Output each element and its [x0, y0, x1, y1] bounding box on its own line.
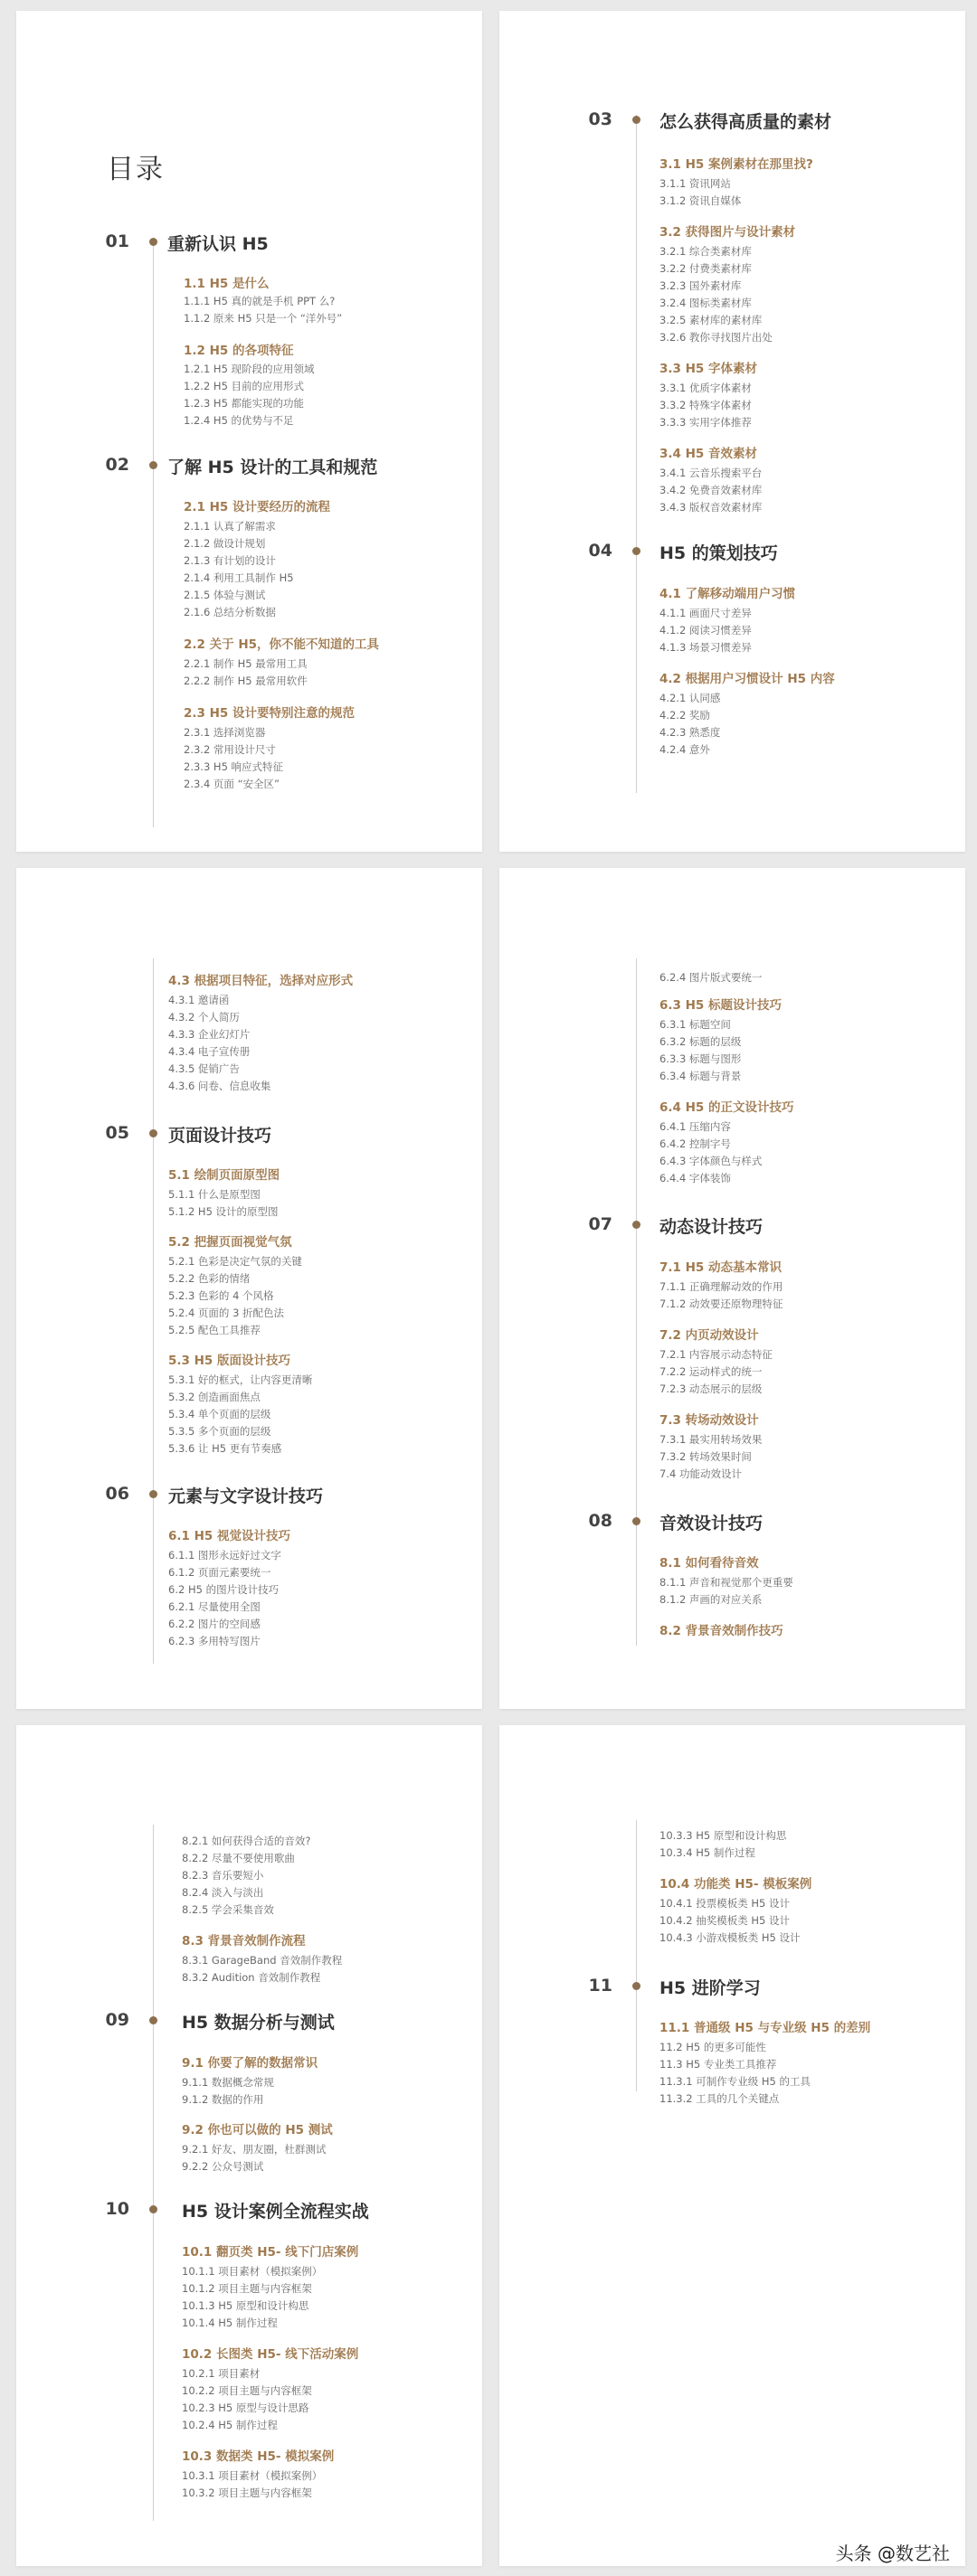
- section-heading: 10.2 长图类 H5- 线下活动案例: [182, 2347, 359, 2362]
- list-item: 6.3.2 标题的层级: [659, 1035, 742, 1048]
- list-item: 7.2.3 动态展示的层级: [659, 1382, 763, 1395]
- chapter-number: 03: [588, 109, 612, 129]
- list-item: 7.1.1 正确理解动效的作用: [659, 1280, 783, 1293]
- timeline-dot-icon: [632, 1982, 640, 1990]
- list-item: 6.3.1 标题空间: [659, 1018, 731, 1031]
- timeline-dot-icon: [632, 1517, 640, 1525]
- section-heading: 3.1 H5 案例素材在那里找?: [659, 157, 813, 172]
- list-item: 5.1.1 什么是原型图: [168, 1188, 261, 1201]
- list-item: 11.3 H5 专业类工具推荐: [659, 2058, 777, 2071]
- list-item: 10.2.4 H5 制作过程: [182, 2419, 278, 2431]
- list-item: 6.2 H5 的图片设计技巧: [168, 1583, 280, 1596]
- list-item: 1.2.4 H5 的优势与不足: [184, 414, 294, 427]
- timeline-line: [636, 1820, 637, 2091]
- timeline-dot-icon: [632, 1221, 640, 1229]
- timeline-dot-icon: [149, 461, 157, 469]
- list-item: 9.2.1 好友、朋友圈，杜群测试: [182, 2143, 327, 2156]
- section-heading: 8.2 背景音效制作技巧: [659, 1624, 783, 1638]
- timeline-line: [636, 115, 637, 793]
- list-item: 3.3.2 特殊字体素材: [659, 399, 752, 411]
- list-item: 10.3.2 项目主题与内容框架: [182, 2486, 312, 2499]
- list-item: 1.2.3 H5 都能实现的功能: [184, 397, 305, 410]
- list-item: 6.1.1 图形永远好过文字: [168, 1549, 281, 1562]
- list-item: 8.1.2 声画的对应关系: [659, 1593, 763, 1606]
- list-item: 3.3.1 优质字体素材: [659, 382, 752, 394]
- list-item: 2.1.5 体验与测试: [184, 589, 266, 601]
- list-item: 4.3.2 个人简历: [168, 1011, 240, 1024]
- list-item: 9.1.2 数据的作用: [182, 2093, 264, 2106]
- list-item: 10.3.4 H5 制作过程: [659, 1846, 755, 1859]
- toc-page-3: [16, 868, 482, 1709]
- list-item: 9.2.2 公众号测试: [182, 2160, 264, 2173]
- chapter-title: 重新认识 H5: [167, 234, 269, 254]
- section-heading: 4.2 根据用户习惯设计 H5 内容: [659, 672, 835, 686]
- toc-page-4: [499, 868, 965, 1709]
- chapter-number: 09: [105, 2010, 129, 2030]
- list-item: 5.3.2 创造画面焦点: [168, 1391, 261, 1403]
- list-item: 6.3.3 标题与图形: [659, 1052, 742, 1065]
- list-item: 5.3.5 多个页面的层级: [168, 1425, 271, 1438]
- list-item: 4.2.1 认同感: [659, 692, 721, 704]
- toc-page-2: [499, 11, 965, 852]
- timeline-line: [153, 244, 154, 827]
- list-item: 11.2 H5 的更多可能性: [659, 2041, 766, 2053]
- section-heading: 5.2 把握页面视觉气氛: [168, 1235, 292, 1250]
- chapter-title: H5 数据分析与测试: [182, 2013, 335, 2033]
- list-item: 11.3.1 可制作专业级 H5 的工具: [659, 2075, 811, 2088]
- list-item: 7.3.1 最实用转场效果: [659, 1433, 763, 1446]
- list-item: 7.3.2 转场效果时间: [659, 1450, 752, 1463]
- list-item: 6.2.4 图片版式要统一: [659, 971, 763, 984]
- timeline-line: [153, 958, 154, 1664]
- list-item: 2.1.1 认真了解需求: [184, 520, 276, 533]
- toc-page-5: [16, 1725, 482, 2566]
- chapter-title: 元素与文字设计技巧: [168, 1486, 324, 1506]
- list-item: 8.2.4 淡入与淡出: [182, 1886, 264, 1899]
- chapter-number: 08: [588, 1511, 612, 1531]
- list-item: 2.3.4 页面 “安全区”: [184, 778, 280, 790]
- timeline-line: [153, 1825, 154, 2521]
- section-heading: 11.1 普通级 H5 与专业级 H5 的差别: [659, 2021, 871, 2035]
- list-item: 3.2.2 付费类素材库: [659, 262, 752, 275]
- list-item: 5.2.1 色彩是决定气氛的关键: [168, 1255, 302, 1268]
- section-heading: 10.4 功能类 H5- 模板案例: [659, 1877, 812, 1892]
- timeline-dot-icon: [632, 116, 640, 124]
- list-item: 5.2.3 色彩的 4 个风格: [168, 1289, 274, 1302]
- section-heading: 6.1 H5 视觉设计技巧: [168, 1529, 291, 1543]
- section-heading: 10.1 翻页类 H5- 线下门店案例: [182, 2245, 359, 2260]
- section-heading: 7.1 H5 动态基本常识: [659, 1260, 783, 1275]
- section-heading: 5.1 绘制页面原型图: [168, 1168, 280, 1183]
- list-item: 8.2.2 尽量不要使用歌曲: [182, 1852, 295, 1864]
- list-item: 5.2.4 页面的 3 折配色法: [168, 1307, 285, 1319]
- list-item: 2.2.1 制作 H5 最常用工具: [184, 657, 308, 670]
- chapter-number: 02: [105, 455, 129, 475]
- section-heading: 2.3 H5 设计要特别注意的规范: [184, 706, 356, 721]
- list-item: 2.2.2 制作 H5 最常用软件: [184, 675, 308, 687]
- list-item: 2.3.3 H5 响应式特征: [184, 760, 284, 773]
- section-heading: 8.3 背景音效制作流程: [182, 1934, 306, 1949]
- list-item: 5.3.4 单个页面的层级: [168, 1408, 271, 1420]
- list-item: 10.1.3 H5 原型和设计构思: [182, 2299, 309, 2312]
- list-item: 5.3.6 让 H5 更有节奏感: [168, 1442, 282, 1455]
- section-heading: 9.1 你要了解的数据常识: [182, 2056, 318, 2071]
- list-item: 4.3.1 邀请函: [168, 994, 230, 1006]
- list-item: 4.1.2 阅读习惯差异: [659, 624, 752, 637]
- list-item: 4.1.3 场景习惯差异: [659, 641, 752, 654]
- timeline-dot-icon: [149, 1490, 157, 1498]
- timeline-dot-icon: [149, 2205, 157, 2213]
- list-item: 4.2.3 熟悉度: [659, 726, 721, 739]
- section-heading: 8.1 如何看待音效: [659, 1556, 759, 1571]
- list-item: 1.1.2 原来 H5 只是一个 “洋外号”: [184, 312, 343, 325]
- list-item: 3.1.2 资讯自媒体: [659, 194, 742, 207]
- chapter-number: 10: [105, 2199, 129, 2219]
- list-item: 6.2.2 图片的空间感: [168, 1618, 261, 1630]
- timeline-line: [636, 958, 637, 1646]
- list-item: 3.4.2 免费音效素材库: [659, 484, 763, 496]
- list-item: 10.1.1 项目素材（模拟案例）: [182, 2265, 323, 2278]
- list-item: 7.2.1 内容展示动态特征: [659, 1348, 773, 1361]
- list-item: 2.3.1 选择浏览器: [184, 726, 266, 739]
- section-heading: 10.3 数据类 H5- 模拟案例: [182, 2449, 335, 2464]
- list-item: 10.1.4 H5 制作过程: [182, 2317, 278, 2329]
- section-heading: 2.2 关于 H5，你不能不知道的工具: [184, 637, 380, 652]
- timeline-dot-icon: [632, 547, 640, 555]
- chapter-number: 07: [588, 1214, 612, 1234]
- list-item: 4.2.4 意外: [659, 743, 710, 756]
- list-item: 4.1.1 画面尺寸差异: [659, 607, 752, 619]
- list-item: 3.2.6 教你寻找图片出处: [659, 331, 773, 344]
- section-heading: 2.1 H5 设计要经历的流程: [184, 500, 331, 514]
- list-item: 10.4.2 抽奖模板类 H5 设计: [659, 1914, 791, 1927]
- chapter-number: 11: [588, 1976, 612, 1996]
- chapter-title: 了解 H5 设计的工具和规范: [167, 458, 378, 477]
- list-item: 6.1.2 页面元素要统一: [168, 1566, 271, 1579]
- list-item: 10.3.3 H5 原型和设计构思: [659, 1829, 787, 1842]
- section-heading: 3.3 H5 字体素材: [659, 362, 758, 376]
- list-item: 8.2.3 音乐要短小: [182, 1869, 264, 1882]
- list-item: 10.4.1 投票模板类 H5 设计: [659, 1897, 791, 1910]
- toc-page-1: [16, 11, 482, 852]
- chapter-title: 动态设计技巧: [659, 1217, 764, 1237]
- section-heading: 7.2 内页动效设计: [659, 1328, 759, 1343]
- list-item: 6.4.4 字体装饰: [659, 1172, 731, 1184]
- list-item: 4.3.3 企业幻灯片: [168, 1028, 251, 1041]
- list-item: 2.1.6 总结分析数据: [184, 606, 276, 618]
- list-item: 10.2.2 项目主题与内容框架: [182, 2384, 312, 2397]
- timeline-dot-icon: [149, 2016, 157, 2024]
- list-item: 6.2.1 尽量使用全图: [168, 1600, 261, 1613]
- timeline-dot-icon: [149, 238, 157, 246]
- list-item: 10.2.1 项目素材: [182, 2367, 261, 2380]
- section-heading: 3.4 H5 音效素材: [659, 447, 758, 461]
- list-item: 5.1.2 H5 设计的原型图: [168, 1205, 279, 1218]
- chapter-title: H5 进阶学习: [659, 1978, 761, 1998]
- list-item: 7.2.2 运动样式的统一: [659, 1365, 763, 1378]
- section-heading: 6.4 H5 的正文设计技巧: [659, 1100, 794, 1115]
- list-item: 6.2.3 多用特写图片: [168, 1635, 261, 1647]
- list-item: 5.3.1 好的框式，让内容更清晰: [168, 1373, 313, 1386]
- list-item: 10.1.2 项目主题与内容框架: [182, 2282, 312, 2295]
- list-item: 10.2.3 H5 原型与设计思路: [182, 2401, 309, 2414]
- list-item: 3.3.3 实用字体推荐: [659, 416, 752, 429]
- list-item: 3.2.4 图标类素材库: [659, 297, 752, 309]
- section-heading: 7.3 转场动效设计: [659, 1413, 759, 1428]
- section-heading: 4.1 了解移动端用户习惯: [659, 587, 796, 601]
- list-item: 8.3.1 GarageBand 音效制作教程: [182, 1954, 343, 1967]
- timeline-dot-icon: [149, 1129, 157, 1137]
- list-item: 2.1.4 利用工具制作 H5: [184, 571, 294, 584]
- list-item: 2.1.2 做设计规划: [184, 537, 266, 550]
- list-item: 7.1.2 动效要还原物理特征: [659, 1297, 783, 1310]
- list-item: 4.3.6 问卷、信息收集: [168, 1080, 271, 1092]
- chapter-number: 01: [105, 231, 129, 251]
- list-item: 8.2.5 学会采集音效: [182, 1903, 274, 1916]
- chapter-number: 04: [588, 541, 612, 561]
- list-item: 7.4 功能动效设计: [659, 1467, 742, 1480]
- section-heading: 5.3 H5 版面设计技巧: [168, 1354, 291, 1368]
- toc-title: 目录: [107, 154, 165, 185]
- toc-page-6: [499, 1725, 965, 2566]
- list-item: 5.2.2 色彩的情绪: [168, 1272, 251, 1285]
- list-item: 2.3.2 常用设计尺寸: [184, 743, 276, 756]
- section-heading: 1.1 H5 是什么: [184, 277, 270, 291]
- section-heading: 4.3 根据项目特征，选择对应形式: [168, 974, 354, 988]
- chapter-number: 05: [105, 1123, 129, 1143]
- list-item: 11.3.2 工具的几个关键点: [659, 2092, 780, 2105]
- list-item: 8.1.1 声音和视觉那个更重要: [659, 1576, 793, 1589]
- section-heading: 1.2 H5 的各项特征: [184, 344, 294, 358]
- list-item: 6.4.2 控制字号: [659, 1137, 731, 1150]
- list-item: 1.2.2 H5 目前的应用形式: [184, 380, 305, 392]
- chapter-title: H5 的策划技巧: [659, 543, 778, 563]
- list-item: 3.4.1 云音乐搜索平台: [659, 467, 763, 479]
- list-item: 2.1.3 有计划的设计: [184, 554, 276, 567]
- list-item: 3.2.3 国外素材库: [659, 279, 742, 292]
- list-item: 10.3.1 项目素材（模拟案例）: [182, 2469, 323, 2482]
- source-watermark: 头条 @数艺社: [835, 2543, 950, 2564]
- chapter-title: 音效设计技巧: [659, 1514, 764, 1533]
- chapter-number: 06: [105, 1484, 129, 1504]
- list-item: 6.4.3 字体颜色与样式: [659, 1155, 763, 1167]
- list-item: 10.4.3 小游戏模板类 H5 设计: [659, 1931, 801, 1944]
- list-item: 6.3.4 标题与背景: [659, 1070, 742, 1082]
- section-heading: 9.2 你也可以做的 H5 测试: [182, 2123, 333, 2137]
- list-item: 5.2.5 配色工具推荐: [168, 1324, 261, 1336]
- list-item: 8.3.2 Audition 音效制作教程: [182, 1971, 321, 1984]
- list-item: 1.1.1 H5 真的就是手机 PPT 么?: [184, 295, 336, 307]
- chapter-title: 页面设计技巧: [168, 1126, 272, 1146]
- section-heading: 3.2 获得图片与设计素材: [659, 225, 796, 240]
- list-item: 3.2.5 素材库的素材库: [659, 314, 763, 326]
- list-item: 3.4.3 版权音效素材库: [659, 501, 763, 514]
- list-item: 1.2.1 H5 现阶段的应用领域: [184, 363, 315, 375]
- list-item: 4.3.5 促销广告: [168, 1062, 240, 1075]
- list-item: 8.2.1 如何获得合适的音效?: [182, 1835, 311, 1847]
- list-item: 4.3.4 电子宣传册: [168, 1045, 251, 1058]
- chapter-title: H5 设计案例全流程实战: [182, 2202, 369, 2222]
- list-item: 4.2.2 奖励: [659, 709, 710, 722]
- section-heading: 6.3 H5 标题设计技巧: [659, 998, 783, 1013]
- chapter-title: 怎么获得高质量的素材: [659, 112, 832, 132]
- list-item: 6.4.1 压缩内容: [659, 1120, 731, 1133]
- list-item: 9.1.1 数据概念常规: [182, 2076, 274, 2089]
- list-item: 3.1.1 资讯网站: [659, 177, 731, 190]
- list-item: 3.2.1 综合类素材库: [659, 245, 752, 258]
